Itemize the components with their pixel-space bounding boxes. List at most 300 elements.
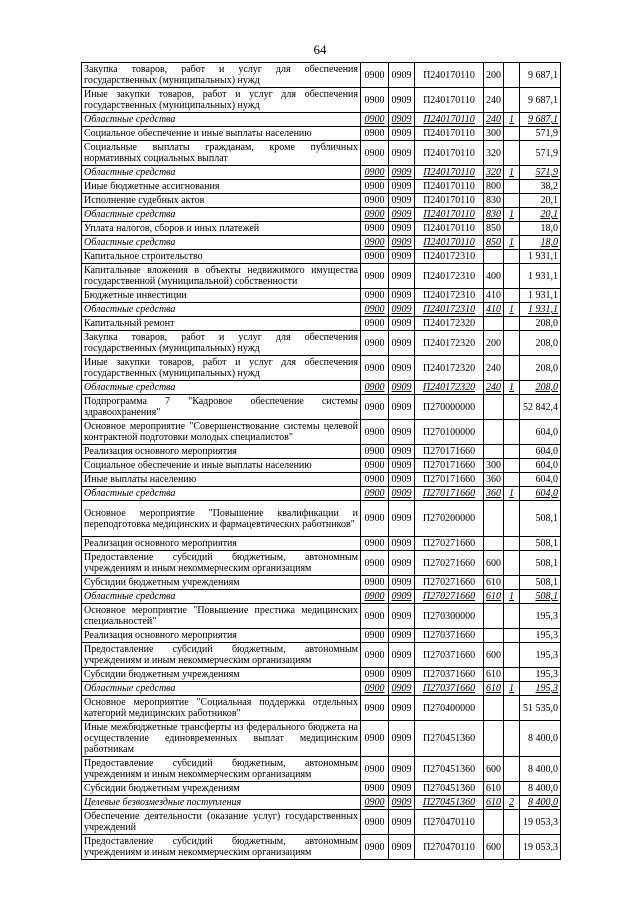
ministry-code-cell: 0900: [361, 166, 389, 180]
amount-cell: 508,1: [520, 537, 561, 551]
ministry-code-cell: 0900: [361, 643, 389, 668]
funding-source-cell: 2: [504, 796, 520, 810]
section-code-cell: 0909: [389, 303, 415, 317]
section-code-cell: 0909: [389, 141, 415, 166]
row-name-cell: Бюджетные инвестиции: [82, 289, 361, 303]
target-article-cell: П240170110: [415, 180, 484, 194]
amount-cell: 208,0: [520, 356, 561, 381]
ministry-code-cell: 0900: [361, 289, 389, 303]
funding-source-cell: [504, 264, 520, 289]
amount-cell: 508,1: [520, 551, 561, 576]
table-row: [82, 473, 561, 487]
amount-cell: 1 931,1: [520, 250, 561, 264]
funding-source-cell: 1: [504, 381, 520, 395]
ministry-code-cell: 0900: [361, 473, 389, 487]
table-row: [82, 113, 561, 127]
target-article-cell: П240172310: [415, 289, 484, 303]
funding-source-cell: [504, 473, 520, 487]
funding-source-cell: 1: [504, 236, 520, 250]
amount-cell: 8 400,0: [520, 796, 561, 810]
target-article-cell: П270371660: [415, 682, 484, 696]
funding-source-cell: [504, 459, 520, 473]
funding-source-cell: [504, 810, 520, 835]
section-code-cell: 0909: [389, 835, 415, 860]
expense-type-cell: 360: [484, 487, 504, 501]
amount-cell: 19 053,3: [520, 810, 561, 835]
table-row: [82, 166, 561, 180]
row-name-cell: Субсидии бюджетным учреждениям: [82, 782, 361, 796]
amount-cell: 20,1: [520, 194, 561, 208]
ministry-code-cell: 0900: [361, 356, 389, 381]
amount-cell: 508,1: [520, 501, 561, 537]
section-code-cell: 0909: [389, 356, 415, 381]
funding-source-cell: [504, 668, 520, 682]
table-row: [82, 264, 561, 289]
expense-type-cell: 600: [484, 643, 504, 668]
table-row: [82, 682, 561, 696]
amount-cell: 195,3: [520, 643, 561, 668]
amount-cell: 51 535,0: [520, 696, 561, 721]
ministry-code-cell: 0900: [361, 236, 389, 250]
row-name-cell: Капитальные вложения в объекты недвижимого имущества государственной (муниципальной) собственности: [82, 264, 361, 289]
expense-type-cell: 320: [484, 166, 504, 180]
ministry-code-cell: 0900: [361, 395, 389, 420]
row-name-cell: Иные межбюджетные трансферты из федерального бюджета на осуществление единовременных выплат медицинским работникам: [82, 721, 361, 757]
amount-cell: 9 687,1: [520, 63, 561, 88]
table-row: [82, 576, 561, 590]
ministry-code-cell: 0900: [361, 757, 389, 782]
expense-type-cell: 830: [484, 194, 504, 208]
expense-type-cell: [484, 810, 504, 835]
row-name-cell: Обеспечение деятельности (оказание услуг) государственных учреждений: [82, 810, 361, 835]
target-article-cell: П240170110: [415, 141, 484, 166]
section-code-cell: 0909: [389, 810, 415, 835]
amount-cell: 8 400,0: [520, 782, 561, 796]
page-number: 64: [313, 42, 327, 57]
amount-cell: 9 687,1: [520, 88, 561, 113]
table-row: [82, 395, 561, 420]
target-article-cell: П270171660: [415, 487, 484, 501]
amount-cell: 9 687,1: [520, 113, 561, 127]
table-row: [82, 445, 561, 459]
ministry-code-cell: 0900: [361, 264, 389, 289]
row-name-cell: Областные средства: [82, 487, 361, 501]
target-article-cell: П240170110: [415, 127, 484, 141]
row-name-cell: Областные средства: [82, 208, 361, 222]
funding-source-cell: [504, 222, 520, 236]
section-code-cell: 0909: [389, 682, 415, 696]
ministry-code-cell: 0900: [361, 303, 389, 317]
row-name-cell: Иные закупки товаров, работ и услуг для обеспечения государственных (муниципальных) нужд: [82, 88, 361, 113]
funding-source-cell: [504, 629, 520, 643]
target-article-cell: П270271660: [415, 590, 484, 604]
section-code-cell: 0909: [389, 796, 415, 810]
expense-type-cell: 300: [484, 127, 504, 141]
funding-source-cell: [504, 180, 520, 194]
amount-cell: 195,3: [520, 682, 561, 696]
funding-source-cell: [504, 63, 520, 88]
expense-type-cell: 240: [484, 356, 504, 381]
amount-cell: 8 400,0: [520, 757, 561, 782]
table-row: [82, 721, 561, 757]
row-name-cell: Субсидии бюджетным учреждениям: [82, 576, 361, 590]
table-row: [82, 590, 561, 604]
table-row: [82, 835, 561, 860]
section-code-cell: 0909: [389, 696, 415, 721]
target-article-cell: П240170110: [415, 113, 484, 127]
table-row: [82, 63, 561, 88]
target-article-cell: П270470110: [415, 810, 484, 835]
row-name-cell: Закупка товаров, работ и услуг для обеспечения государственных (муниципальных) нужд: [82, 331, 361, 356]
expense-type-cell: [484, 537, 504, 551]
funding-source-cell: [504, 194, 520, 208]
target-article-cell: П270271660: [415, 576, 484, 590]
target-article-cell: П240170110: [415, 63, 484, 88]
row-name-cell: Предоставление субсидий бюджетным, автономным учреждениям и иным некоммерческим организациям: [82, 551, 361, 576]
target-article-cell: П270400000: [415, 696, 484, 721]
ministry-code-cell: 0900: [361, 551, 389, 576]
funding-source-cell: [504, 127, 520, 141]
row-name-cell: Социальное обеспечение и иные выплаты населению: [82, 127, 361, 141]
row-name-cell: Социальные выплаты гражданам, кроме публичных нормативных социальных выплат: [82, 141, 361, 166]
row-name-cell: Закупка товаров, работ и услуг для обеспечения государственных (муниципальных) нужд: [82, 63, 361, 88]
amount-cell: 52 842,4: [520, 395, 561, 420]
target-article-cell: П240170110: [415, 208, 484, 222]
section-code-cell: 0909: [389, 88, 415, 113]
expense-type-cell: 320: [484, 141, 504, 166]
target-article-cell: П270371660: [415, 668, 484, 682]
section-code-cell: 0909: [389, 236, 415, 250]
ministry-code-cell: 0900: [361, 113, 389, 127]
expense-type-cell: 200: [484, 331, 504, 356]
ministry-code-cell: 0900: [361, 796, 389, 810]
table-row: [82, 331, 561, 356]
row-name-cell: Уплата налогов, сборов и иных платежей: [82, 222, 361, 236]
funding-source-cell: 1: [504, 208, 520, 222]
section-code-cell: 0909: [389, 537, 415, 551]
row-name-cell: Социальное обеспечение и иные выплаты населению: [82, 459, 361, 473]
target-article-cell: П240170110: [415, 88, 484, 113]
section-code-cell: 0909: [389, 590, 415, 604]
table-row: [82, 381, 561, 395]
amount-cell: 1 931,1: [520, 303, 561, 317]
amount-cell: 604,0: [520, 445, 561, 459]
section-code-cell: 0909: [389, 317, 415, 331]
table-row: [82, 810, 561, 835]
section-code-cell: 0909: [389, 459, 415, 473]
table-row: [82, 208, 561, 222]
target-article-cell: П240172310: [415, 303, 484, 317]
amount-cell: 604,0: [520, 420, 561, 445]
table-body: [82, 63, 561, 860]
table-row: [82, 604, 561, 629]
section-code-cell: 0909: [389, 604, 415, 629]
row-name-cell: Исполнение судебных актов: [82, 194, 361, 208]
section-code-cell: 0909: [389, 501, 415, 537]
target-article-cell: П240172310: [415, 264, 484, 289]
ministry-code-cell: 0900: [361, 835, 389, 860]
section-code-cell: 0909: [389, 222, 415, 236]
ministry-code-cell: 0900: [361, 420, 389, 445]
expense-type-cell: 600: [484, 551, 504, 576]
expense-type-cell: [484, 395, 504, 420]
table-row: [82, 796, 561, 810]
amount-cell: 18,0: [520, 236, 561, 250]
funding-source-cell: [504, 289, 520, 303]
row-name-cell: Иные выплаты населению: [82, 473, 361, 487]
amount-cell: 38,2: [520, 180, 561, 194]
funding-source-cell: [504, 696, 520, 721]
table-row: [82, 180, 561, 194]
row-name-cell: Реализация основного мероприятия: [82, 537, 361, 551]
table-row: [82, 356, 561, 381]
row-name-cell: Основное мероприятие "Повышение квалификации и переподготовка медицинских и фармацевтических работников": [82, 501, 361, 537]
target-article-cell: П240170110: [415, 236, 484, 250]
ministry-code-cell: 0900: [361, 317, 389, 331]
section-code-cell: 0909: [389, 127, 415, 141]
funding-source-cell: [504, 395, 520, 420]
table-row: [82, 696, 561, 721]
table-row: [82, 236, 561, 250]
ministry-code-cell: 0900: [361, 668, 389, 682]
funding-source-cell: [504, 721, 520, 757]
table-row: [82, 501, 561, 537]
funding-source-cell: [504, 576, 520, 590]
expense-type-cell: 410: [484, 303, 504, 317]
table-row: [82, 141, 561, 166]
target-article-cell: П240172310: [415, 250, 484, 264]
funding-source-cell: 1: [504, 166, 520, 180]
funding-source-cell: [504, 757, 520, 782]
section-code-cell: 0909: [389, 487, 415, 501]
row-name-cell: Предоставление субсидий бюджетным, автономным учреждениям и иным некоммерческим организациям: [82, 757, 361, 782]
ministry-code-cell: 0900: [361, 180, 389, 194]
amount-cell: 1 931,1: [520, 289, 561, 303]
target-article-cell: П270271660: [415, 551, 484, 576]
funding-source-cell: [504, 250, 520, 264]
expense-type-cell: [484, 420, 504, 445]
row-name-cell: Областные средства: [82, 113, 361, 127]
expense-type-cell: [484, 721, 504, 757]
amount-cell: 508,1: [520, 590, 561, 604]
target-article-cell: П270171660: [415, 445, 484, 459]
amount-cell: 571,9: [520, 166, 561, 180]
ministry-code-cell: 0900: [361, 537, 389, 551]
target-article-cell: П240172320: [415, 356, 484, 381]
row-name-cell: Предоставление субсидий бюджетным, автономным учреждениям и иным некоммерческим организациям: [82, 835, 361, 860]
budget-table: [81, 62, 561, 860]
target-article-cell: П270451360: [415, 721, 484, 757]
table-row: [82, 537, 561, 551]
table-row: [82, 222, 561, 236]
expense-type-cell: 600: [484, 835, 504, 860]
ministry-code-cell: 0900: [361, 501, 389, 537]
funding-source-cell: 1: [504, 113, 520, 127]
amount-cell: 208,0: [520, 381, 561, 395]
row-name-cell: Предоставление субсидий бюджетным, автономным учреждениям и иным некоммерческим организациям: [82, 643, 361, 668]
funding-source-cell: 1: [504, 303, 520, 317]
amount-cell: 604,0: [520, 487, 561, 501]
expense-type-cell: 830: [484, 208, 504, 222]
table-row: [82, 88, 561, 113]
funding-source-cell: [504, 537, 520, 551]
table-row: [82, 668, 561, 682]
funding-source-cell: [504, 643, 520, 668]
expense-type-cell: 410: [484, 289, 504, 303]
target-article-cell: П240172320: [415, 331, 484, 356]
section-code-cell: 0909: [389, 63, 415, 88]
amount-cell: 571,9: [520, 127, 561, 141]
expense-type-cell: 240: [484, 113, 504, 127]
target-article-cell: П270200000: [415, 501, 484, 537]
amount-cell: 208,0: [520, 317, 561, 331]
expense-type-cell: [484, 317, 504, 331]
table-row: [82, 317, 561, 331]
section-code-cell: 0909: [389, 757, 415, 782]
table-row: [82, 629, 561, 643]
amount-cell: 195,3: [520, 629, 561, 643]
row-name-cell: Областные средства: [82, 236, 361, 250]
ministry-code-cell: 0900: [361, 222, 389, 236]
row-name-cell: Реализация основного мероприятия: [82, 629, 361, 643]
target-article-cell: П270171660: [415, 473, 484, 487]
ministry-code-cell: 0900: [361, 141, 389, 166]
expense-type-cell: 610: [484, 590, 504, 604]
table-row: [82, 757, 561, 782]
funding-source-cell: [504, 141, 520, 166]
funding-source-cell: [504, 604, 520, 629]
section-code-cell: 0909: [389, 194, 415, 208]
ministry-code-cell: 0900: [361, 782, 389, 796]
row-name-cell: Областные средства: [82, 590, 361, 604]
ministry-code-cell: 0900: [361, 810, 389, 835]
ministry-code-cell: 0900: [361, 682, 389, 696]
ministry-code-cell: 0900: [361, 381, 389, 395]
table-row: [82, 194, 561, 208]
section-code-cell: 0909: [389, 473, 415, 487]
row-name-cell: Основное мероприятие "Социальная поддержка отдельных категорий медицинских работников": [82, 696, 361, 721]
table-row: [82, 782, 561, 796]
row-name-cell: Подпрограмма 7 "Кадровое обеспечение системы здравоохранения": [82, 395, 361, 420]
amount-cell: 195,3: [520, 668, 561, 682]
expense-type-cell: [484, 250, 504, 264]
ministry-code-cell: 0900: [361, 696, 389, 721]
row-name-cell: Основное мероприятие "Совершенствование системы целевой контрактной подготовки молодых специалистов": [82, 420, 361, 445]
target-article-cell: П270371660: [415, 643, 484, 668]
section-code-cell: 0909: [389, 551, 415, 576]
table-row: [82, 487, 561, 501]
funding-source-cell: [504, 420, 520, 445]
expense-type-cell: 400: [484, 264, 504, 289]
row-name-cell: Иные бюджетные ассигнования: [82, 180, 361, 194]
table-row: [82, 303, 561, 317]
section-code-cell: 0909: [389, 395, 415, 420]
section-code-cell: 0909: [389, 668, 415, 682]
table-row: [82, 551, 561, 576]
row-name-cell: Областные средства: [82, 381, 361, 395]
section-code-cell: 0909: [389, 180, 415, 194]
amount-cell: 195,3: [520, 604, 561, 629]
expense-type-cell: 610: [484, 796, 504, 810]
expense-type-cell: [484, 696, 504, 721]
ministry-code-cell: 0900: [361, 63, 389, 88]
row-name-cell: Областные средства: [82, 166, 361, 180]
section-code-cell: 0909: [389, 576, 415, 590]
funding-source-cell: 1: [504, 487, 520, 501]
section-code-cell: 0909: [389, 643, 415, 668]
amount-cell: 208,0: [520, 331, 561, 356]
target-article-cell: П240170110: [415, 194, 484, 208]
target-article-cell: П270271660: [415, 537, 484, 551]
funding-source-cell: [504, 356, 520, 381]
amount-cell: 571,9: [520, 141, 561, 166]
target-article-cell: П270300000: [415, 604, 484, 629]
expense-type-cell: 610: [484, 682, 504, 696]
expense-type-cell: [484, 501, 504, 537]
target-article-cell: П270171660: [415, 459, 484, 473]
funding-source-cell: [504, 782, 520, 796]
expense-type-cell: 300: [484, 459, 504, 473]
funding-source-cell: [504, 835, 520, 860]
ministry-code-cell: 0900: [361, 445, 389, 459]
row-name-cell: Основное мероприятие "Повышение престижа медицинских специальностей": [82, 604, 361, 629]
amount-cell: 18,0: [520, 222, 561, 236]
expense-type-cell: [484, 629, 504, 643]
ministry-code-cell: 0900: [361, 721, 389, 757]
target-article-cell: П270470110: [415, 835, 484, 860]
expense-type-cell: 200: [484, 63, 504, 88]
expense-type-cell: 360: [484, 473, 504, 487]
amount-cell: 8 400,0: [520, 721, 561, 757]
table-row: [82, 250, 561, 264]
expense-type-cell: 240: [484, 381, 504, 395]
section-code-cell: 0909: [389, 166, 415, 180]
table-row: [82, 420, 561, 445]
row-name-cell: Субсидии бюджетным учреждениям: [82, 668, 361, 682]
target-article-cell: П270451360: [415, 757, 484, 782]
funding-source-cell: 1: [504, 590, 520, 604]
target-article-cell: П240172320: [415, 381, 484, 395]
section-code-cell: 0909: [389, 721, 415, 757]
ministry-code-cell: 0900: [361, 459, 389, 473]
funding-source-cell: 1: [504, 682, 520, 696]
section-code-cell: 0909: [389, 782, 415, 796]
amount-cell: 20,1: [520, 208, 561, 222]
section-code-cell: 0909: [389, 264, 415, 289]
expense-type-cell: [484, 445, 504, 459]
row-name-cell: Областные средства: [82, 682, 361, 696]
ministry-code-cell: 0900: [361, 590, 389, 604]
expense-type-cell: 240: [484, 88, 504, 113]
target-article-cell: П240172320: [415, 317, 484, 331]
target-article-cell: П270000000: [415, 395, 484, 420]
ministry-code-cell: 0900: [361, 88, 389, 113]
amount-cell: 19 053,3: [520, 835, 561, 860]
target-article-cell: П270451360: [415, 796, 484, 810]
ministry-code-cell: 0900: [361, 629, 389, 643]
section-code-cell: 0909: [389, 289, 415, 303]
funding-source-cell: [504, 331, 520, 356]
funding-source-cell: [504, 445, 520, 459]
expense-type-cell: 600: [484, 757, 504, 782]
section-code-cell: 0909: [389, 445, 415, 459]
row-name-cell: Реализация основного мероприятия: [82, 445, 361, 459]
table-row: [82, 127, 561, 141]
row-name-cell: Капитальный ремонт: [82, 317, 361, 331]
table-row: [82, 459, 561, 473]
amount-cell: 508,1: [520, 576, 561, 590]
table-row: [82, 289, 561, 303]
